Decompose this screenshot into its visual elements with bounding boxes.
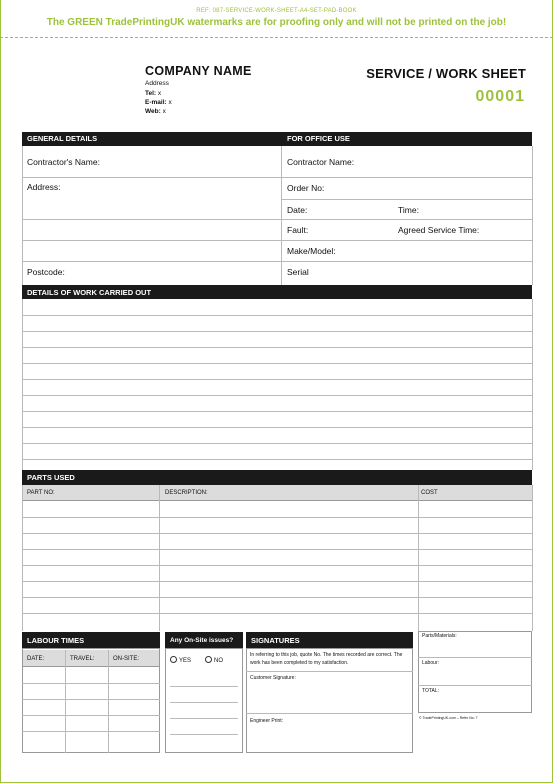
rule-line <box>22 427 532 428</box>
work-details-bar: DETAILS OF WORK CARRIED OUT <box>22 285 532 299</box>
rule-line <box>22 613 532 614</box>
rule-line <box>22 533 532 534</box>
time-label: Time: <box>398 205 419 215</box>
rule-line <box>22 443 532 444</box>
rule-line <box>22 331 532 332</box>
description-header: DESCRIPTION: <box>165 490 208 496</box>
rule-line <box>170 718 238 719</box>
company-web: Web: x <box>145 108 166 115</box>
rule-line <box>22 549 532 550</box>
parts-used-bar: PARTS USED <box>22 470 532 485</box>
totals-box <box>418 631 532 713</box>
row-line <box>22 240 281 241</box>
rule-line <box>22 731 160 732</box>
details-divider <box>281 146 282 285</box>
row-line <box>281 219 532 220</box>
parts-col-divider <box>418 485 419 631</box>
company-name: COMPANY NAME <box>145 64 252 78</box>
rule-line <box>22 379 532 380</box>
labour-grid <box>22 648 160 753</box>
office-use-heading: FOR OFFICE USE <box>287 134 350 143</box>
postcode-label: Postcode: <box>27 267 65 277</box>
rule-line <box>22 565 532 566</box>
section-bar-details <box>22 132 532 146</box>
row-line <box>246 713 413 714</box>
address-label: Address: <box>27 182 61 192</box>
details-left-border <box>22 146 23 285</box>
signature-statement: In referring to this job, quote No. The times recorded are correct. The work has been completed to my satisfaction. <box>250 652 403 666</box>
row-line <box>418 657 532 658</box>
rule-line <box>22 347 532 348</box>
labour-times-bar: LABOUR TIMES <box>22 632 160 648</box>
parts-left-border <box>22 485 23 631</box>
labour-travel-header: TRAVEL: <box>70 656 95 662</box>
parts-col-divider <box>159 485 160 631</box>
company-block <box>145 64 252 116</box>
parts-materials-label: Parts/Materials: <box>422 633 457 639</box>
rule-line <box>170 686 238 687</box>
rule-line <box>22 395 532 396</box>
work-left-border <box>22 299 23 470</box>
reference-code: REF: 087-SERVICE-WORK-SHEET-A4-SET-PAD-BOOK <box>196 8 357 14</box>
general-details-heading: GENERAL DETAILS <box>27 134 98 143</box>
rule-line <box>22 315 532 316</box>
make-model-label: Make/Model: <box>287 246 336 256</box>
labour-total-label: Labour: <box>422 660 439 666</box>
labour-col-divider <box>108 650 109 753</box>
fault-label: Fault: <box>287 225 309 235</box>
cut-line <box>0 37 553 38</box>
document-number: 00001 <box>475 88 525 105</box>
row-line <box>22 261 281 262</box>
order-no-label: Order No: <box>287 183 325 193</box>
date-label: Date: <box>287 205 308 215</box>
contractors-name-label: Contractor's Name: <box>27 157 100 167</box>
row-line <box>22 219 281 220</box>
rule-line <box>22 715 160 716</box>
rule-line <box>22 597 532 598</box>
signatures-bar: SIGNATURES <box>246 632 413 648</box>
row-line <box>281 199 532 200</box>
serial-label: Serial <box>287 267 309 277</box>
document-title: SERVICE / WORK SHEET <box>366 66 526 81</box>
company-address: Address <box>145 80 169 87</box>
watermark-notice: The GREEN TradePrintingUK watermarks are for proofing only and will not be printed on the job! <box>46 17 507 28</box>
row-line <box>418 685 532 686</box>
contractor-name-label: Contractor Name: <box>287 157 355 167</box>
work-right-border <box>532 299 533 470</box>
customer-signature-label: Customer Signature: <box>250 675 296 681</box>
grand-total-label: TOTAL: <box>422 688 440 694</box>
details-right-border <box>532 146 533 285</box>
labour-date-header: DATE: <box>27 656 45 662</box>
labour-onsite-header: ON-SITE: <box>113 656 140 662</box>
row-line <box>246 671 413 672</box>
parts-right-border <box>532 485 533 631</box>
footer-credit: © TradePrintingUK.com – Refer No: 7 <box>419 716 478 720</box>
no-radio-icon <box>205 656 212 663</box>
rule-line <box>22 683 160 684</box>
rule-line <box>22 699 160 700</box>
yes-option[interactable]: YES <box>170 656 191 664</box>
logo-placeholder <box>23 62 133 122</box>
agreed-service-time-label: Agreed Service Time: <box>398 225 480 235</box>
company-email: E-mail: x <box>145 99 172 106</box>
row-line <box>281 177 532 178</box>
row-line <box>22 177 281 178</box>
parts-header-row <box>22 485 532 501</box>
rule-line <box>22 581 532 582</box>
company-tel: Tel: x <box>145 90 162 97</box>
engineer-print-label: Engineer Print: <box>250 718 284 724</box>
rule-line <box>22 363 532 364</box>
row-line <box>281 261 532 262</box>
yes-radio-icon <box>170 656 177 663</box>
labour-col-divider <box>65 650 66 753</box>
rule-line <box>22 517 532 518</box>
rule-line <box>170 734 238 735</box>
row-line <box>281 240 532 241</box>
onsite-issues-bar: Any On-Site issues? <box>165 632 243 648</box>
part-no-header: PART NO: <box>27 490 55 496</box>
rule-line <box>170 702 238 703</box>
cost-header: COST <box>421 490 438 496</box>
no-option[interactable]: NO <box>205 656 223 664</box>
rule-line <box>22 411 532 412</box>
rule-line <box>22 459 532 460</box>
